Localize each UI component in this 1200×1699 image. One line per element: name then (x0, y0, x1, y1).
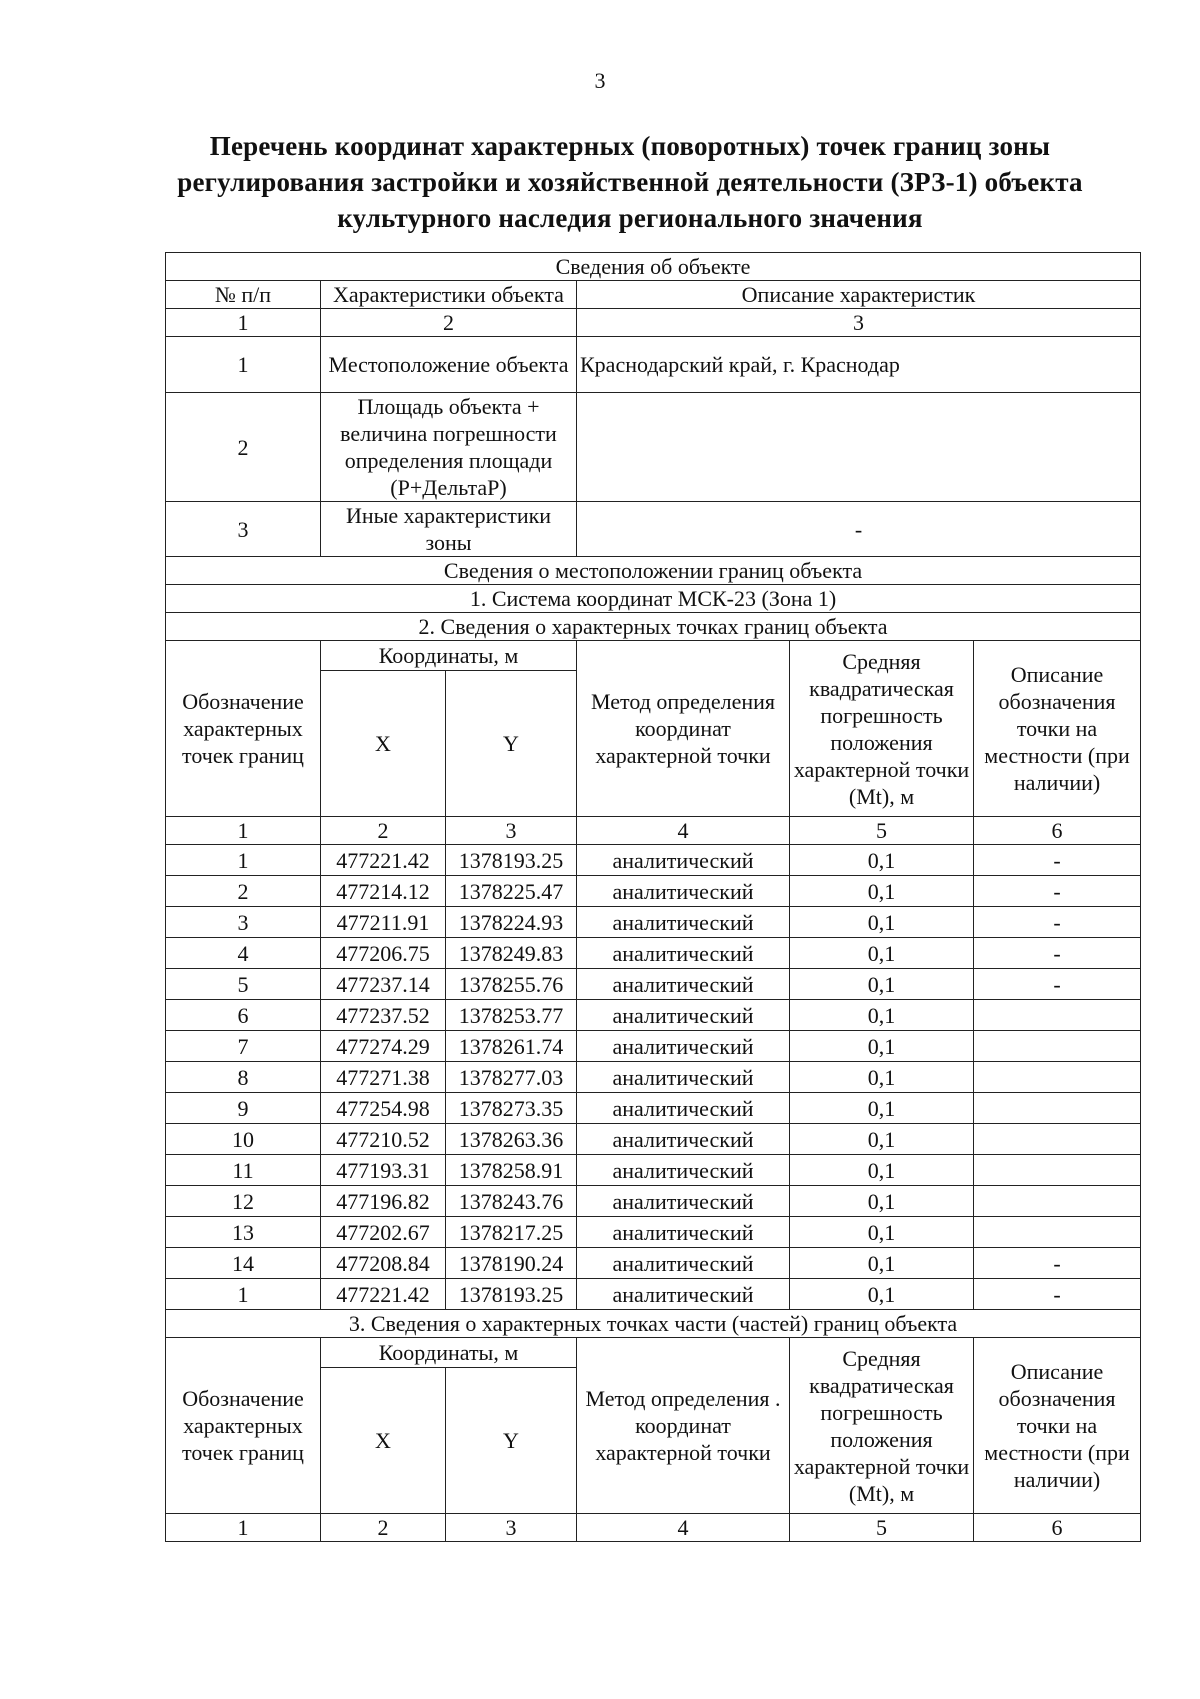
point-description: - (974, 1248, 1141, 1279)
point-x: 477221.42 (321, 845, 446, 876)
table-row (166, 845, 1141, 876)
table-row (166, 1279, 1141, 1310)
point-error: 0,1 (790, 1062, 974, 1093)
col-number: 5 (790, 1514, 974, 1542)
table-row (166, 1186, 1141, 1217)
point-y: 1378225.47 (446, 876, 577, 907)
point-number: 12 (166, 1186, 321, 1217)
table-row (166, 969, 1141, 1000)
point-method: аналитический (577, 1062, 790, 1093)
point-method: аналитический (577, 1155, 790, 1186)
table-row (166, 1093, 1141, 1124)
object-row-value: - (577, 502, 1141, 557)
object-row-name: Иные характеристики зоны (321, 502, 577, 557)
point-x: 477274.29 (321, 1031, 446, 1062)
point-description (974, 1217, 1141, 1248)
col-number: 4 (577, 817, 790, 845)
col-number: 1 (166, 817, 321, 845)
point-x: 477254.98 (321, 1093, 446, 1124)
table-row (166, 907, 1141, 938)
point-method: аналитический (577, 907, 790, 938)
point-y: 1378190.24 (446, 1248, 577, 1279)
point-x: 477193.31 (321, 1155, 446, 1186)
header-description: Описание характеристик (577, 281, 1141, 309)
point-method: аналитический (577, 845, 790, 876)
col-number: 2 (321, 817, 446, 845)
point-description (974, 1000, 1141, 1031)
col-number: 5 (790, 817, 974, 845)
col-number: 2 (321, 309, 577, 337)
object-row-num: 3 (166, 502, 321, 557)
point-number: 6 (166, 1000, 321, 1031)
header-error: Средняя квадратическая погрешность положения характерной точки (Mt), м (790, 641, 974, 817)
point-description: - (974, 1279, 1141, 1310)
points-section-title: 2. Сведения о характерных точках границ объекта (166, 613, 1141, 641)
point-error: 0,1 (790, 876, 974, 907)
table-row (166, 1124, 1141, 1155)
point-method: аналитический (577, 969, 790, 1000)
point-error: 0,1 (790, 969, 974, 1000)
header-coordinates: Координаты, м (321, 641, 577, 671)
header-y: Y (446, 671, 577, 817)
point-description (974, 1155, 1141, 1186)
point-y: 1378258.91 (446, 1155, 577, 1186)
point-y: 1378224.93 (446, 907, 577, 938)
point-error: 0,1 (790, 845, 974, 876)
point-x: 477237.14 (321, 969, 446, 1000)
header-method: Метод определения координат характерной точки (577, 641, 790, 817)
coordinates-table (165, 252, 1141, 1542)
point-number: 1 (166, 1279, 321, 1310)
table-row (166, 1217, 1141, 1248)
part-header-designation: Обозначение характерных точек границ (166, 1338, 321, 1514)
point-error: 0,1 (790, 1155, 974, 1186)
point-number: 9 (166, 1093, 321, 1124)
point-description (974, 1093, 1141, 1124)
point-y: 1378255.76 (446, 969, 577, 1000)
part-header-coordinates: Координаты, м (321, 1338, 577, 1368)
point-y: 1378273.35 (446, 1093, 577, 1124)
point-description: - (974, 938, 1141, 969)
point-method: аналитический (577, 1217, 790, 1248)
table-row (166, 1031, 1141, 1062)
part-header-point-description: Описание обозначения точки на местности (при наличии) (974, 1338, 1141, 1514)
point-method: аналитический (577, 876, 790, 907)
part-header-y: Y (446, 1368, 577, 1514)
point-error: 0,1 (790, 1031, 974, 1062)
point-description (974, 1062, 1141, 1093)
point-error: 0,1 (790, 1000, 974, 1031)
point-y: 1378193.25 (446, 845, 577, 876)
point-x: 477271.38 (321, 1062, 446, 1093)
point-method: аналитический (577, 1000, 790, 1031)
object-row-name: Площадь объекта + величина погрешности определения площади (Р+ДельтаР) (321, 393, 577, 502)
part-header-x: X (321, 1368, 446, 1514)
point-y: 1378253.77 (446, 1000, 577, 1031)
point-y: 1378277.03 (446, 1062, 577, 1093)
point-x: 477214.12 (321, 876, 446, 907)
point-number: 10 (166, 1124, 321, 1155)
point-method: аналитический (577, 1279, 790, 1310)
part-header-error: Средняя квадратическая погрешность положения характерной точки (Mt), м (790, 1338, 974, 1514)
point-number: 1 (166, 845, 321, 876)
point-x: 477208.84 (321, 1248, 446, 1279)
col-number: 1 (166, 1514, 321, 1542)
point-description: - (974, 876, 1141, 907)
point-y: 1378263.36 (446, 1124, 577, 1155)
col-number: 3 (577, 309, 1141, 337)
header-characteristic: Характеристики объекта (321, 281, 577, 309)
point-y: 1378249.83 (446, 938, 577, 969)
point-error: 0,1 (790, 1093, 974, 1124)
table-row (166, 876, 1141, 907)
object-row-num: 1 (166, 337, 321, 393)
point-error: 0,1 (790, 1248, 974, 1279)
part-points-section-title: 3. Сведения о характерных точках части (частей) границ объекта (166, 1310, 1141, 1338)
coord-system-title: 1. Система координат МСК-23 (Зона 1) (166, 585, 1141, 613)
col-number: 3 (446, 1514, 577, 1542)
point-x: 477210.52 (321, 1124, 446, 1155)
header-point-description: Описание обозначения точки на местности (при наличии) (974, 641, 1141, 817)
col-number: 6 (974, 817, 1141, 845)
part-header-method: Метод определения . координат характерной точки (577, 1338, 790, 1514)
table-row (166, 1155, 1141, 1186)
table-row (166, 1062, 1141, 1093)
point-number: 8 (166, 1062, 321, 1093)
point-y: 1378193.25 (446, 1279, 577, 1310)
location-section-title: Сведения о местоположении границ объекта (166, 557, 1141, 585)
point-error: 0,1 (790, 1279, 974, 1310)
table-row (166, 938, 1141, 969)
table-row (166, 1000, 1141, 1031)
object-row-name: Местоположение объекта (321, 337, 577, 393)
point-description: - (974, 845, 1141, 876)
point-x: 477202.67 (321, 1217, 446, 1248)
point-number: 4 (166, 938, 321, 969)
point-y: 1378243.76 (446, 1186, 577, 1217)
col-number: 4 (577, 1514, 790, 1542)
object-row-num: 2 (166, 393, 321, 502)
point-number: 14 (166, 1248, 321, 1279)
point-error: 0,1 (790, 1124, 974, 1155)
point-description (974, 1124, 1141, 1155)
point-description (974, 1031, 1141, 1062)
point-description (974, 1186, 1141, 1217)
col-number: 6 (974, 1514, 1141, 1542)
point-x: 477211.91 (321, 907, 446, 938)
point-number: 5 (166, 969, 321, 1000)
object-row-value: Краснодарский край, г. Краснодар (577, 337, 1141, 393)
col-number: 3 (446, 817, 577, 845)
point-method: аналитический (577, 1248, 790, 1279)
point-error: 0,1 (790, 1217, 974, 1248)
point-number: 2 (166, 876, 321, 907)
page-number: 3 (594, 68, 606, 93)
point-method: аналитический (577, 1186, 790, 1217)
object-row-value (577, 393, 1141, 502)
header-x: X (321, 671, 446, 817)
header-designation: Обозначение характерных точек границ (166, 641, 321, 817)
point-y: 1378261.74 (446, 1031, 577, 1062)
point-description: - (974, 969, 1141, 1000)
col-number: 1 (166, 309, 321, 337)
point-error: 0,1 (790, 938, 974, 969)
point-number: 11 (166, 1155, 321, 1186)
point-description: - (974, 907, 1141, 938)
point-number: 7 (166, 1031, 321, 1062)
col-number: 2 (321, 1514, 446, 1542)
document-title: Перечень координат характерных (поворотных) точек границ зоны регулирования застройки и хозяйственной деятельности (ЗРЗ-1) объекта культурного наследия регионального значения (177, 131, 1083, 233)
object-info-title: Сведения об объекте (166, 253, 1141, 281)
header-num: № п/п (166, 281, 321, 309)
point-method: аналитический (577, 1124, 790, 1155)
point-number: 13 (166, 1217, 321, 1248)
point-number: 3 (166, 907, 321, 938)
point-x: 477221.42 (321, 1279, 446, 1310)
point-error: 0,1 (790, 1186, 974, 1217)
point-y: 1378217.25 (446, 1217, 577, 1248)
point-method: аналитический (577, 938, 790, 969)
point-method: аналитический (577, 1093, 790, 1124)
point-error: 0,1 (790, 907, 974, 938)
table-row (166, 1248, 1141, 1279)
point-x: 477206.75 (321, 938, 446, 969)
point-method: аналитический (577, 1031, 790, 1062)
point-x: 477196.82 (321, 1186, 446, 1217)
point-x: 477237.52 (321, 1000, 446, 1031)
